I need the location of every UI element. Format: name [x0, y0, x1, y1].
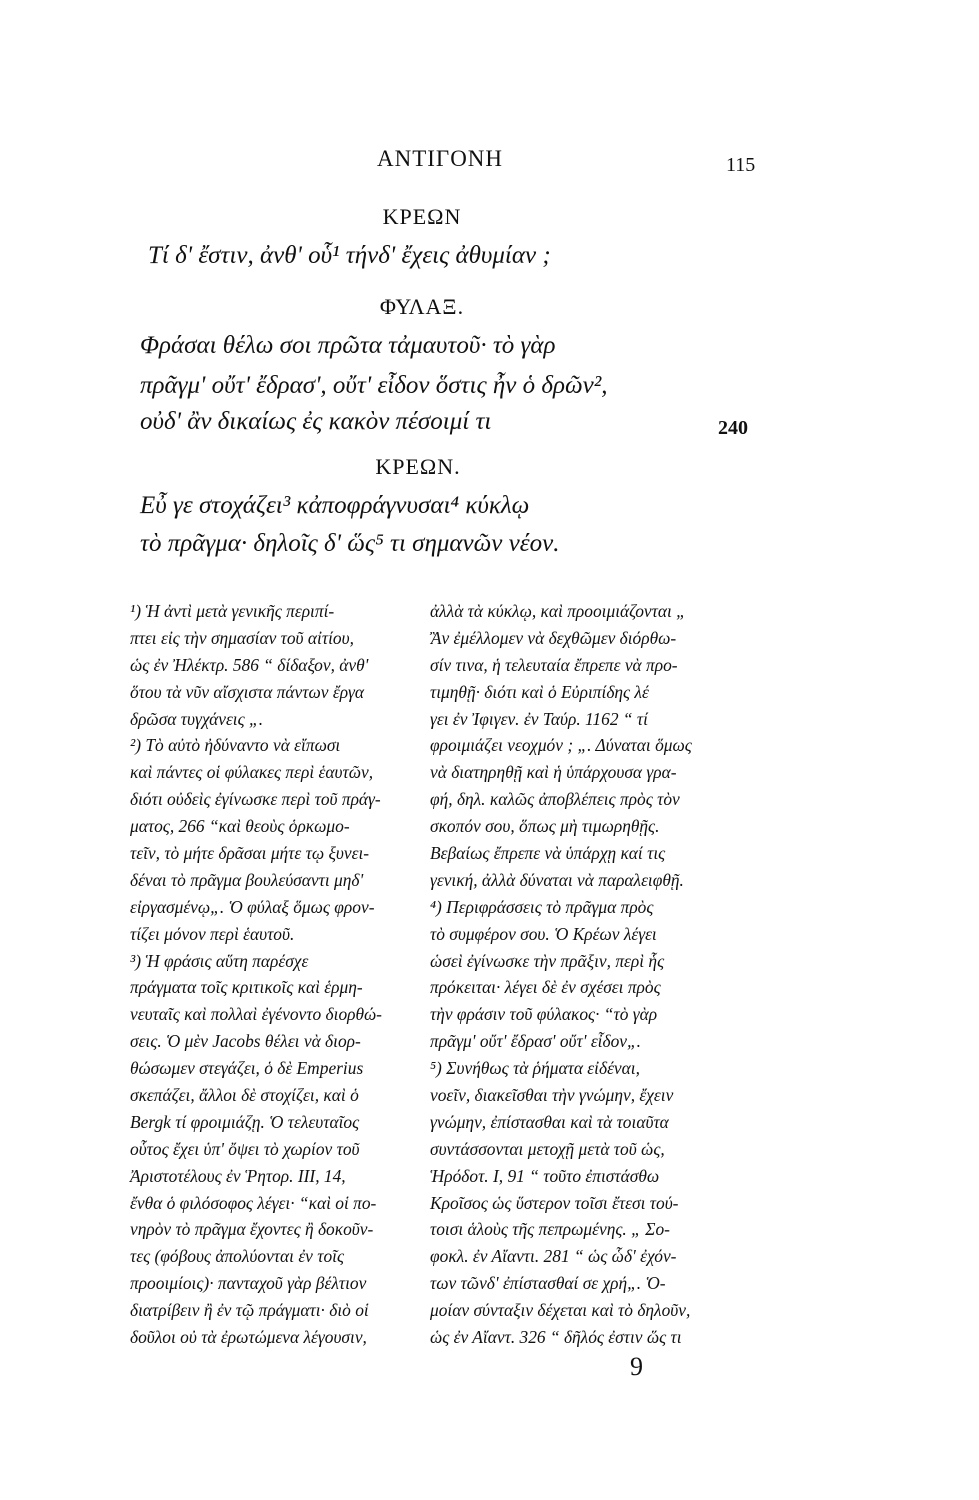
- footnote-line: τίζει μόνον περὶ ἑαυτοῦ.: [130, 923, 295, 944]
- footnote-line: σίν τινα, ἡ τελευταία ἔπρεπε νὰ προ-: [430, 654, 678, 675]
- footnote-line: διότι οὐδεὶς ἐγίνωσκε περὶ τοῦ πράγ-: [130, 789, 381, 810]
- footnote-line: γνώμην, ἐπίστασθαι καὶ τὰ τοιαῦτα: [430, 1111, 669, 1132]
- footnote-line: σεις. Ὁ μὲν Jacobs θέλει νὰ διορ-: [130, 1031, 361, 1052]
- footnote-line: συντάσσονται μετοχῇ μετὰ τοῦ ὡς,: [430, 1138, 665, 1159]
- speaker-heading: ΚΡΕΩΝ.: [375, 454, 461, 479]
- verse-line: πρᾶγμ' οὔτ' ἔδρασ', οὔτ' εἶδον ὅστις ἦν ὁ δρῶν²,: [140, 372, 608, 399]
- footnote-line: ⁵) Συνήθως τὰ ῥήματα εἰδέναι,: [430, 1058, 640, 1079]
- footnote-line: Ἂν ἐμέλλομεν νὰ δεχθῶμεν διόρθω-: [430, 627, 677, 648]
- footnote-line: νοεῖν, διακεῖσθαι τὴν γνώμην, ἔχειν: [430, 1085, 674, 1106]
- footnote-line: οὗτος ἔχει ὑπ' ὄψει τὸ χωρίον τοῦ: [130, 1138, 360, 1159]
- line-number: 240: [718, 417, 748, 439]
- page-number: 115: [726, 154, 756, 176]
- footnote-line: εἰργασμένῳ„. Ὁ φύλαξ ὅμως φρον-: [130, 896, 375, 917]
- footnote-line: σκεπάζει, ἄλλοι δὲ στοχίζει, καὶ ὁ: [130, 1085, 359, 1106]
- footnote-line: προοιμίοις)· πανταχοῦ γὰρ βέλτιον: [130, 1273, 367, 1294]
- footnote-line: Κροῖσος ὡς ὕστερον τοῖσι ἔτεσι τού-: [430, 1192, 679, 1213]
- footnote-line: νὰ διατηρηθῇ καὶ ἡ ὑπάρχουσα γρα-: [430, 762, 677, 783]
- footnote-line: πτει εἰς τὴν σημασίαν τοῦ αἰτίου,: [130, 627, 354, 648]
- footnote-line: Ἀριστοτέλους ἐν Ῥητορ. ΙΙΙ, 14,: [130, 1165, 346, 1186]
- footnote-line: ⁴) Περιφράσσεις τὸ πρᾶγμα πρὸς: [430, 896, 654, 917]
- footnote-line: ὡς ἐν Αἴαντ. 326 “ δῆλός ἐστιν ὥς τι: [430, 1327, 682, 1348]
- footnote-line: γενική, ἀλλὰ δύναται νὰ παραλειφθῇ.: [430, 869, 684, 890]
- footnote-line: φροιμιάζει νεοχμόν ; „. Δύναται ὅμως: [430, 735, 692, 756]
- footnote-line: δοῦλοι οὐ τὰ ἐρωτώμενα λέγουσιν,: [130, 1327, 367, 1348]
- footnote-line: Ἡρόδοτ. Ι, 91 “ τοῦτο ἐπιστάσθω: [430, 1165, 660, 1186]
- footnote-line: μοίαν σύνταξιν δέχεται καὶ τὸ δηλοῦν,: [430, 1300, 691, 1321]
- footnote-line: δέναι τὸ πρᾶγμα βουλεύσαντι μηδ': [130, 869, 364, 890]
- verse-line: Φράσαι θέλω σοι πρῶτα τἀμαυτοῦ· τὸ γὰρ: [140, 332, 556, 359]
- footnote-line: ὅτου τὰ νῦν αἴσχιστα πάντων ἔργα: [130, 681, 365, 702]
- footnote-line: νηρὸν τὸ πρᾶγμα ἔχοντες ἢ δοκοῦν-: [130, 1219, 374, 1240]
- speaker-heading: ΚΡΕΩΝ: [382, 204, 462, 229]
- footnote-line: τεῖν, τὸ μήτε δρᾶσαι μήτε τῳ ξυνει-: [130, 843, 370, 864]
- footnote-line: τοισι ἁλοὺς τῆς πεπρωμένης. „ Σο-: [430, 1219, 670, 1240]
- footnote-line: ὡσεὶ ἐγίνωσκε τὴν πρᾶξιν, περὶ ἧς: [430, 950, 665, 971]
- footnote-line: τιμηθῇ· διότι καὶ ὁ Εὐριπίδης λέ: [430, 681, 649, 702]
- footnote-line: ἀλλὰ τὰ κύκλῳ, καὶ προοιμιάζονται „: [430, 601, 686, 621]
- verse-line: τὸ πρᾶγμα· δηλοῖς δ' ὥς⁵ τι σημανῶν νέον.: [140, 530, 560, 557]
- footnote-line: ἔνθα ὁ φιλόσοφος λέγει· “καὶ οἱ πο-: [130, 1192, 377, 1213]
- footnote-line: ²) Τὸ αὐτὸ ἠδύναντο νὰ εἴπωσι: [130, 735, 341, 756]
- verse-line: οὐδ' ἂν δικαίως ἐς κακὸν πέσοιμί τι: [140, 408, 492, 435]
- footnote-line: ³) Ἡ φράσις αὕτη παρέσχε: [130, 950, 309, 971]
- footnote-line: των τῶνδ' ἐπίστασθαί σε χρή„. Ὁ-: [430, 1273, 666, 1294]
- footnote-line: τὴν φράσιν τοῦ φύλακος· “τὸ γὰρ: [430, 1004, 658, 1025]
- footnote-line: σκοπόν σου, ὅπως μὴ τιμωρηθῇς.: [430, 816, 660, 837]
- signature-mark: 9: [630, 1352, 643, 1381]
- verse-line: Εὖ γε στοχάζει³ κἀποφράγνυσαι⁴ κύκλῳ: [140, 492, 530, 519]
- footnote-line: θώσωμεν στεγάζει, ὁ δὲ Emperius: [130, 1058, 364, 1079]
- footnote-line: γει ἐν Ἰφιγεν. ἐν Ταύρ. 1162 “ τί: [430, 708, 648, 729]
- footnote-line: τὸ συμφέρον σου. Ὁ Κρέων λέγει: [430, 923, 657, 944]
- speaker-heading: ΦΥΛΑΞ.: [379, 294, 465, 319]
- footnotes-right-column: [430, 598, 760, 1351]
- footnote-line: ματος, 266 “καὶ θεοὺς ὁρκωμο-: [130, 816, 350, 837]
- footnote-line: πρᾶγμ' οὔτ' ἔδρασ' οὔτ' εἶδον„.: [430, 1031, 642, 1052]
- footnote-line: καὶ πάντες οἱ φύλακες περὶ ἑαυτῶν,: [130, 762, 374, 783]
- running-title: ΑΝΤΙΓΟΝΗ: [376, 146, 504, 171]
- footnote-line: φή, δηλ. καλῶς ἀποβλέπεις πρὸς τὸν: [430, 789, 680, 810]
- footnote-line: ¹) Ἡ ἀντὶ μετὰ γενικῆς περιπί-: [130, 601, 335, 621]
- footnote-line: Bergk τί φροιμιάζῃ. Ὁ τελευταῖος: [130, 1111, 360, 1132]
- footnote-line: δρῶσα τυγχάνεις „.: [130, 708, 264, 729]
- footnote-line: φοκλ. ἐν Αἴαντι. 281 “ ὡς ὧδ' ἐχόν-: [430, 1246, 677, 1267]
- footnote-line: Βεβαίως ἔπρεπε νὰ ὑπάρχῃ καί τις: [430, 843, 666, 864]
- footnotes-left-column: [130, 598, 415, 1351]
- footnote-line: διατρίβειν ἢ ἐν τῷ πράγματι· διὸ οἱ: [130, 1300, 369, 1321]
- footnote-line: ὡς ἐν Ἠλέκτρ. 586 “ δίδαξον, ἀνθ': [130, 654, 369, 675]
- footnote-line: πρόκειται· λέγει δὲ ἐν σχέσει πρὸς: [430, 977, 661, 998]
- verse-line: Τί δ' ἔστιν, ἀνθ' οὗ¹ τήνδ' ἔχεις ἀθυμίαν ;: [148, 242, 551, 269]
- footnote-line: νευταῖς καὶ πολλαὶ ἐγένοντο διορθώ-: [130, 1004, 382, 1025]
- footnote-line: πράγματα τοῖς κριτικοῖς καὶ ἑρμη-: [130, 977, 363, 998]
- footnote-line: τες (φόβους ἀπολύονται ἐν τοῖς: [130, 1246, 345, 1267]
